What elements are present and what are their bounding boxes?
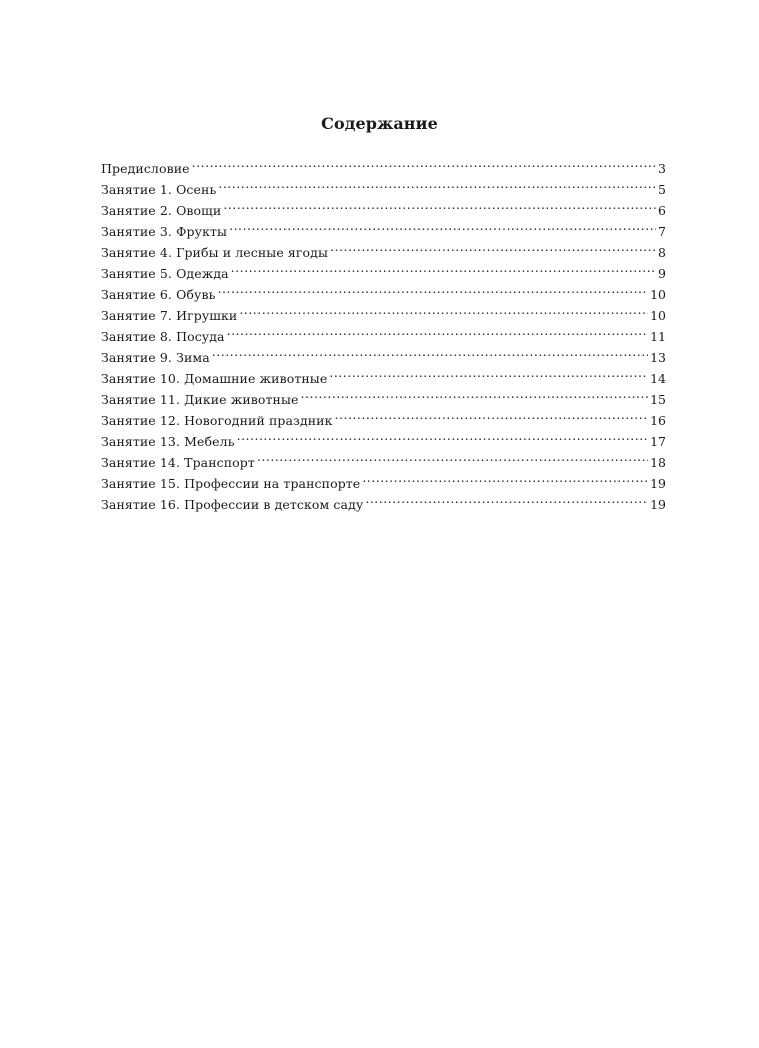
toc-leader-dots	[218, 278, 649, 299]
toc-entry-label: Занятие 1. Осень	[101, 182, 217, 197]
toc-entry-label: Занятие 14. Транспорт	[101, 455, 255, 470]
toc-entry-page: 17	[650, 434, 666, 449]
toc-entry-label: Занятие 4. Грибы и лесные ягоды	[101, 245, 329, 260]
toc-leader-dots	[362, 467, 648, 488]
page-title: Содержание	[321, 114, 438, 133]
toc-entry-page: 18	[650, 455, 666, 470]
toc-entry-page: 14	[650, 371, 666, 386]
toc-leader-dots	[335, 404, 649, 425]
toc-entry-page: 5	[658, 182, 666, 197]
toc-leader-dots	[330, 236, 656, 257]
toc-entry-page: 11	[650, 329, 666, 344]
toc-entry-label: Занятие 12. Новогодний праздник	[101, 413, 333, 428]
toc-leader-dots	[223, 194, 656, 215]
toc-entry-page: 19	[650, 497, 666, 512]
toc-leader-dots	[229, 215, 656, 236]
toc-leader-dots	[365, 488, 648, 509]
toc-entry-page: 6	[658, 203, 666, 218]
toc-leader-dots	[231, 257, 656, 278]
toc-entry-label: Занятие 3. Фрукты	[101, 224, 228, 239]
toc-entry-label: Занятие 13. Мебель	[101, 434, 235, 449]
toc-leader-dots	[301, 383, 649, 404]
toc-entry-label: Занятие 10. Домашние животные	[101, 371, 328, 386]
toc-entry-label: Занятие 2. Овощи	[101, 203, 222, 218]
toc-entry-label: Занятие 16. Профессии в детском саду	[101, 497, 364, 512]
toc-entry-page: 10	[650, 308, 666, 323]
table-of-contents	[101, 152, 666, 512]
toc-entry-page: 15	[650, 392, 666, 407]
toc-leader-dots	[239, 299, 648, 320]
toc-entry-label: Предисловие	[101, 161, 190, 176]
toc-entry	[101, 152, 666, 176]
toc-leader-dots	[218, 173, 656, 194]
toc-entry-page: 13	[650, 350, 666, 365]
toc-entry-page: 7	[658, 224, 666, 239]
toc-leader-dots	[192, 152, 656, 173]
toc-leader-dots	[227, 320, 648, 341]
toc-entry-page: 9	[658, 266, 666, 281]
toc-entry-label: Занятие 5. Одежда	[101, 266, 229, 281]
toc-entry-label: Занятие 9. Зима	[101, 350, 210, 365]
toc-leader-dots	[237, 425, 649, 446]
toc-entry-label: Занятие 6. Обувь	[101, 287, 216, 302]
toc-entry-label: Занятие 7. Игрушки	[101, 308, 238, 323]
toc-entry-page: 8	[658, 245, 666, 260]
toc-entry-page: 10	[650, 287, 666, 302]
toc-leader-dots	[257, 446, 648, 467]
toc-entry-page: 19	[650, 476, 666, 491]
toc-leader-dots	[329, 362, 648, 383]
toc-entry-label: Занятие 11. Дикие животные	[101, 392, 299, 407]
toc-leader-dots	[212, 341, 648, 362]
toc-entry-page: 16	[650, 413, 666, 428]
toc-entry-page: 3	[658, 161, 666, 176]
toc-entry-label: Занятие 8. Посуда	[101, 329, 225, 344]
toc-entry-label: Занятие 15. Профессии на транспорте	[101, 476, 361, 491]
